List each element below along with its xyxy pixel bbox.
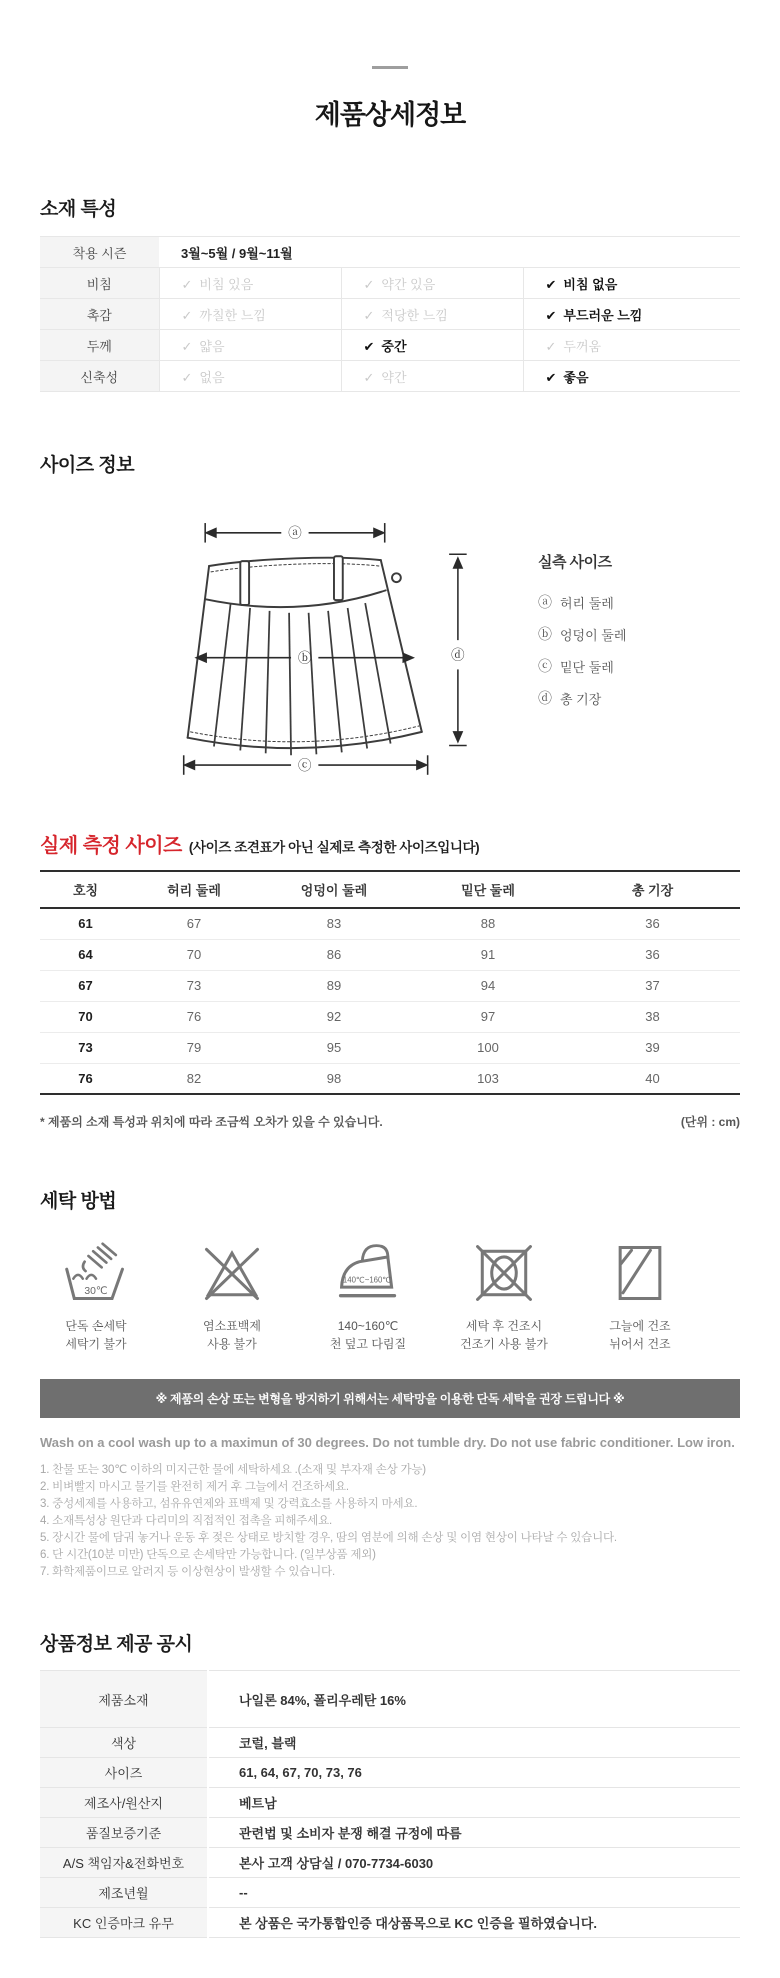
- wash-label-line: 뉘어서 건조: [609, 1337, 671, 1351]
- page-title: 제품상세정보: [314, 100, 466, 130]
- iron-temp-label: 140℃~160℃: [342, 1275, 392, 1285]
- mark-c: ⓒ: [297, 757, 312, 773]
- legend-label: 밑단 둘레: [560, 659, 614, 675]
- material-option: [159, 299, 341, 330]
- legend-title: 실측 사이즈: [538, 554, 612, 571]
- cell: 36: [565, 939, 740, 970]
- care-note: 2. 비벼빨지 마시고 물기를 완전히 제거 후 그늘에서 건조하세요.: [40, 1481, 349, 1493]
- check-icon: ✓: [181, 307, 193, 323]
- laundry-warning-banner: ※ 제품의 손상 또는 변형을 방지하기 위해서는 세탁망을 이용한 단독 세탁을 권장 드립니다 ※: [40, 1379, 740, 1418]
- wash-label-line: 사용 불가: [207, 1337, 257, 1351]
- option-label: 비침 없음: [563, 276, 618, 292]
- check-icon: ✔: [545, 307, 557, 323]
- cell: 103: [411, 1063, 565, 1094]
- cell: 97: [411, 1001, 565, 1032]
- table-row: [40, 1758, 740, 1788]
- table-row: [40, 1032, 740, 1063]
- option-label: 적당한 느낌: [381, 307, 448, 323]
- table-row: [40, 970, 740, 1001]
- table-row: [40, 299, 740, 330]
- wash-label-line: 단독 손세탁: [65, 1319, 127, 1333]
- legend-item: [538, 592, 626, 612]
- iron-covered-icon: [334, 1239, 402, 1307]
- info-label: 색상: [40, 1728, 208, 1758]
- cell: 86: [257, 939, 411, 970]
- table-row: [40, 268, 740, 299]
- col-header: 밑단 둘레: [411, 871, 565, 908]
- circled-c-icon: ⓒ: [538, 658, 552, 674]
- info-label: 제조년월: [40, 1878, 208, 1908]
- table-row: [40, 1878, 740, 1908]
- size-table: [40, 870, 740, 1095]
- legend-item: [538, 656, 626, 676]
- legend-label: 엉덩이 둘레: [560, 627, 627, 643]
- material-option: [341, 299, 523, 330]
- material-heading: 소재 특성: [40, 199, 117, 220]
- cell: 83: [257, 908, 411, 939]
- unit-label: (단위 : cm): [680, 1115, 740, 1129]
- wash-item: [584, 1239, 696, 1353]
- table-row: [40, 1671, 740, 1728]
- info-value: 관련법 및 소비자 분쟁 해결 규정에 따름: [208, 1818, 740, 1848]
- mark-d: ⓓ: [451, 647, 465, 663]
- row-label: 두께: [40, 330, 159, 361]
- wash-item: [40, 1239, 152, 1353]
- option-label: 얇음: [199, 338, 225, 354]
- table-row: [40, 1001, 740, 1032]
- table-row: [40, 1788, 740, 1818]
- wash-item: [176, 1239, 288, 1353]
- material-option-selected: [341, 330, 523, 361]
- material-option-selected: [523, 268, 740, 299]
- washing-section: [40, 1186, 740, 1581]
- info-label: 품질보증기준: [40, 1818, 208, 1848]
- measured-size-note: (사이즈 조견표가 아닌 실제로 측정한 사이즈입니다): [188, 840, 480, 855]
- option-label: 약간: [381, 369, 407, 385]
- legend-label: 허리 둘레: [560, 595, 614, 611]
- cell: 61: [40, 908, 131, 939]
- check-icon: ✓: [545, 338, 557, 354]
- check-icon: ✔: [545, 276, 557, 292]
- material-table: [40, 236, 740, 392]
- size-info-heading: 사이즈 정보: [40, 455, 135, 476]
- info-label: 사이즈: [40, 1758, 208, 1788]
- row-label: 촉감: [40, 299, 159, 330]
- care-note: 6. 단 시간(10분 미만) 단독으로 손세탁만 가능합니다. (일부상품 제외): [40, 1549, 376, 1561]
- info-label: 제조사/원산지: [40, 1788, 208, 1818]
- check-icon: ✓: [363, 369, 375, 385]
- mark-b: ⓑ: [297, 650, 312, 666]
- size-info-section: [40, 450, 740, 777]
- material-option: [159, 330, 341, 361]
- wash-icon-row: [40, 1239, 740, 1353]
- washing-heading: 세탁 방법: [40, 1191, 117, 1212]
- care-note: 4. 소재특성상 원단과 다리미의 직접적인 접촉을 피해주세요.: [40, 1515, 332, 1527]
- wash-label-line: 건조기 사용 불가: [460, 1337, 548, 1351]
- material-option-selected: [523, 361, 740, 392]
- cell: 37: [565, 970, 740, 1001]
- option-label: 부드러운 느낌: [563, 307, 643, 323]
- legend-item: [538, 624, 626, 644]
- option-label: 좋음: [563, 369, 589, 385]
- table-row: [40, 1728, 740, 1758]
- cell: 100: [411, 1032, 565, 1063]
- material-option: [341, 361, 523, 392]
- mark-a: ⓐ: [288, 525, 302, 541]
- material-section: [40, 194, 740, 392]
- button-icon: [392, 573, 401, 582]
- cell: 82: [131, 1063, 257, 1094]
- size-footnote: * 제품의 소재 특성과 위치에 따라 조금씩 오차가 있을 수 있습니다.: [40, 1115, 383, 1129]
- cell: 40: [565, 1063, 740, 1094]
- check-icon: ✔: [545, 369, 557, 385]
- care-note: 3. 중성세제를 사용하고, 섬유유연제와 표백제 및 강력효소를 사용하지 마세요.: [40, 1498, 418, 1510]
- cell: 89: [257, 970, 411, 1001]
- check-icon: ✓: [363, 276, 375, 292]
- table-row: [40, 1908, 740, 1938]
- table-header-row: [40, 871, 740, 908]
- col-header: 호칭: [40, 871, 131, 908]
- legend-item: [538, 688, 626, 708]
- cell: 36: [565, 908, 740, 939]
- check-icon: ✓: [181, 369, 193, 385]
- material-option: [523, 330, 740, 361]
- circled-d-icon: ⓓ: [538, 690, 552, 706]
- cell: 73: [40, 1032, 131, 1063]
- material-option-selected: [523, 299, 740, 330]
- option-label: 약간 있음: [381, 276, 436, 292]
- material-option: [341, 268, 523, 299]
- info-value: --: [208, 1878, 740, 1908]
- disclosure-section: [40, 1629, 740, 1938]
- measured-size-heading: 실제 측정 사이즈: [40, 835, 182, 857]
- wash-label-line: 천 덮고 다림질: [329, 1337, 407, 1351]
- wash-label-line: 세탁기 불가: [65, 1337, 127, 1351]
- info-label: A/S 책임자&전화번호: [40, 1848, 208, 1878]
- wash-label-line: 그늘에 건조: [609, 1319, 671, 1333]
- material-option: [159, 268, 341, 299]
- measured-size-section: [40, 829, 740, 1130]
- cell: 67: [40, 970, 131, 1001]
- cell: 39: [565, 1032, 740, 1063]
- option-label: 까칠한 느낌: [199, 307, 266, 323]
- cell: 94: [411, 970, 565, 1001]
- option-label: 없음: [199, 369, 225, 385]
- wash-item: [312, 1239, 424, 1353]
- material-option: [159, 361, 341, 392]
- no-tumble-dry-icon: [470, 1239, 538, 1307]
- wash-temp-label: 30℃: [84, 1285, 108, 1297]
- col-header: 총 기장: [565, 871, 740, 908]
- info-label: 제품소재: [40, 1671, 208, 1728]
- info-value: 본 상품은 국가통합인증 대상품목으로 KC 인증을 필하였습니다.: [208, 1908, 740, 1938]
- cell: 64: [40, 939, 131, 970]
- row-label: 비침: [40, 268, 159, 299]
- cell: 92: [257, 1001, 411, 1032]
- shade-dry-icon: [606, 1239, 674, 1307]
- option-label: 중간: [381, 338, 407, 354]
- cell: 38: [565, 1001, 740, 1032]
- no-bleach-icon: [198, 1239, 266, 1307]
- care-note: 5. 장시간 물에 담궈 놓거나 운동 후 젖은 상태로 방치할 경우, 땀의 염분에 의해 손상 및 이염 현상이 나타날 수 있습니다.: [40, 1532, 617, 1544]
- table-row: [40, 908, 740, 939]
- check-icon: ✔: [363, 338, 375, 354]
- circled-a-icon: ⓐ: [538, 594, 552, 610]
- info-label: KC 인증마크 유무: [40, 1908, 208, 1938]
- info-value: 본사 고객 상담실 / 070-7734-6030: [208, 1848, 740, 1878]
- info-value: 나일론 84%, 폴리우레탄 16%: [208, 1671, 740, 1728]
- option-label: 비침 있음: [199, 276, 254, 292]
- cell: 79: [131, 1032, 257, 1063]
- col-header: 허리 둘레: [131, 871, 257, 908]
- cell: 98: [257, 1063, 411, 1094]
- info-value: 코럴, 블랙: [208, 1728, 740, 1758]
- wash-label-line: 세탁 후 건조시: [465, 1319, 543, 1333]
- info-value: 61, 64, 67, 70, 73, 76: [208, 1758, 740, 1788]
- english-care-note: Wash on a cool wash up to a maximun of 30 degrees. Do not tumble dry. Do not use fabric conditioner. Low iron.: [40, 1435, 735, 1450]
- wash-label-line: 염소표백제: [203, 1319, 261, 1333]
- table-row: [40, 361, 740, 392]
- cell: 73: [131, 970, 257, 1001]
- care-notes-list: [40, 1462, 740, 1581]
- cell: 88: [411, 908, 565, 939]
- cell: 70: [40, 1001, 131, 1032]
- cell: 67: [131, 908, 257, 939]
- wash-item: [448, 1239, 560, 1353]
- measurement-legend: [538, 515, 626, 777]
- season-value: 3월~5월 / 9월~11월: [159, 237, 740, 268]
- circled-b-icon: ⓑ: [538, 626, 552, 642]
- legend-label: 총 기장: [560, 691, 602, 707]
- col-header: 엉덩이 둘레: [257, 871, 411, 908]
- disclosure-heading: 상품정보 제공 공시: [40, 1634, 193, 1655]
- check-icon: ✓: [363, 307, 375, 323]
- check-icon: ✓: [181, 338, 193, 354]
- check-icon: ✓: [181, 276, 193, 292]
- table-row: [40, 939, 740, 970]
- table-row: [40, 330, 740, 361]
- disclosure-table: [40, 1670, 740, 1938]
- cell: 95: [257, 1032, 411, 1063]
- care-note: 7. 화학제품이므로 알러지 등 이상현상이 발생할 수 있습니다.: [40, 1566, 335, 1578]
- row-label: 신축성: [40, 361, 159, 392]
- table-row: [40, 1818, 740, 1848]
- table-row: [40, 1848, 740, 1878]
- care-note: 1. 찬물 또는 30℃ 이하의 미지근한 물에 세탁하세요 .(소재 및 부자재 손상 가능): [40, 1464, 426, 1476]
- season-label: 착용 시즌: [40, 237, 159, 268]
- wash-label-line: 140~160℃: [337, 1319, 399, 1333]
- table-row: [40, 1063, 740, 1094]
- cell: 76: [40, 1063, 131, 1094]
- cell: 91: [411, 939, 565, 970]
- title-dash-divider: [372, 66, 408, 69]
- handwash-30-icon: [62, 1239, 130, 1307]
- info-value: 베트남: [208, 1788, 740, 1818]
- cell: 70: [131, 939, 257, 970]
- cell: 76: [131, 1001, 257, 1032]
- option-label: 두꺼움: [563, 338, 602, 354]
- table-row: [40, 237, 740, 268]
- skirt-measurement-diagram: [172, 515, 494, 777]
